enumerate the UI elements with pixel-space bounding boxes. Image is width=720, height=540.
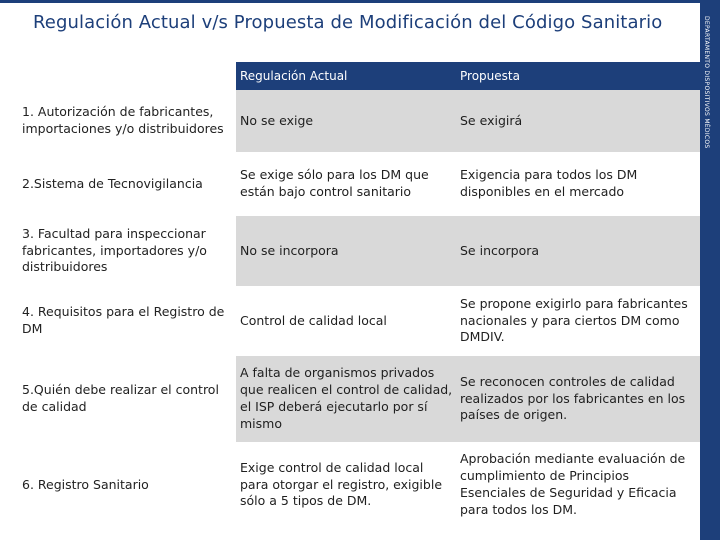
- row-topic: 4. Requisitos para el Registro de DM: [20, 286, 236, 356]
- header-propuesta: Propuesta: [456, 62, 700, 90]
- row-topic: 2.Sistema de Tecnovigilancia: [20, 152, 236, 216]
- row-current: Se exige sólo para los DM que están bajo control sanitario: [236, 152, 456, 216]
- row-proposal: Se incorpora: [456, 216, 700, 286]
- row-current: Control de calidad local: [236, 286, 456, 356]
- table-row: [20, 286, 700, 356]
- row-proposal: Se propone exigirlo para fabricantes nacionales y para ciertos DM como DMDIV.: [456, 286, 700, 356]
- row-proposal: Se reconocen controles de calidad realizados por los fabricantes en los países de origen.: [456, 356, 700, 442]
- row-current: No se incorpora: [236, 216, 456, 286]
- table-header-row: [20, 62, 700, 90]
- row-topic: 6. Registro Sanitario: [20, 442, 236, 528]
- header-cell-empty: [20, 62, 236, 90]
- row-proposal: Exigencia para todos los DM disponibles en el mercado: [456, 152, 700, 216]
- table-row: [20, 90, 700, 152]
- slide-title: Regulación Actual v/s Propuesta de Modificación del Código Sanitario: [33, 12, 663, 33]
- row-topic: 1. Autorización de fabricantes, importaciones y/o distribuidores: [20, 90, 236, 152]
- row-topic: 5.Quién debe realizar el control de calidad: [20, 356, 236, 442]
- row-topic: 3. Facultad para inspeccionar fabricantes, importadores y/o distribuidores: [20, 216, 236, 286]
- table-row: [20, 152, 700, 216]
- comparison-table: [20, 62, 700, 528]
- table-row: [20, 356, 700, 442]
- department-label: DEPARTAMENTO DISPOSITIVOS MÉDICOS: [703, 16, 710, 149]
- row-proposal: Se exigirá: [456, 90, 700, 152]
- top-accent-bar: [0, 0, 720, 3]
- row-current: No se exige: [236, 90, 456, 152]
- table-row: [20, 216, 700, 286]
- header-regulacion-actual: Regulación Actual: [236, 62, 456, 90]
- row-current: A falta de organismos privados que realicen el control de calidad, el ISP deberá ejecutarlo por sí mismo: [236, 356, 456, 442]
- row-proposal: Aprobación mediante evaluación de cumplimiento de Principios Esenciales de Seguridad y Eficacia para todos los DM.: [456, 442, 700, 528]
- row-current: Exige control de calidad local para otorgar el registro, exigible sólo a 5 tipos de DM.: [236, 442, 456, 528]
- table-row: [20, 442, 700, 528]
